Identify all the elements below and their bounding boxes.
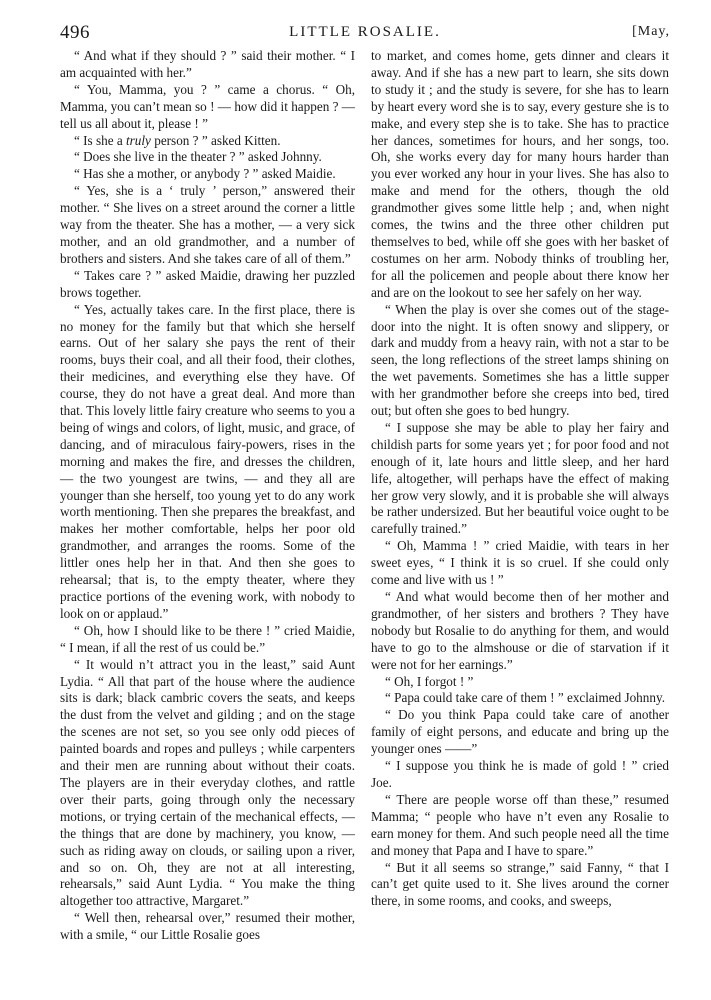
paragraph: “ Does she live in the theater ? ” asked Johnny. <box>74 149 322 165</box>
left-column <box>60 48 355 944</box>
paragraph: “ Oh, I forgot ! ” <box>385 673 474 689</box>
paragraph: “ But it all seems so strange,” said Fanny, “ that I can’t get quite used to it. She lives around the corner there, in some rooms, and cooks, and sweeps, <box>371 859 669 909</box>
paragraph: “ Is she a truly person ? ” asked Kitten. <box>74 132 281 148</box>
paragraph: “ And what would become then of her mother and grandmother, of her sisters and brothers ? They have nobody but Rosalie to do anything for them, and would have to go to the almshouse or die of starvation if it were not for her earnings.” <box>371 589 669 672</box>
paragraph: “ Yes, actually takes care. In the first place, there is no money for the family but that which she herself earns. Out of her salary she pays the rent of their rooms, buys their coal, and all their food, their clothes, their medicines, and everything else they have. Of course, they do not have a great deal. And more than that. This lovely little fairy creature who seems to you a being of wings and colors, of light, music, and grace, of dancing, and of miraculous fairy-powers, rises in the morning and makes the fire, and dresses the children, — the two youngest are twins, — and they all are younger than she herself, too young yet to do any work worth mentioning. Then she prepares the breakfast, and makes her mother comfortable, helps her poor old grandmother, and arranges the rooms. Some of the littler ones help her in that. And then she goes to rehearsal; that is, to the empty theater, where they practice portions of the evening work, with nobody to look on or applaud.” <box>60 301 355 621</box>
paragraph: “ Yes, she is a ‘ truly ’ person,” answered their mother. “ She lives on a street around the corner a little way from the theater. She has a mother, — a very sick mother, and an old grandmother, and a number of brothers and sisters. And she takes care of all of them.” <box>60 183 355 266</box>
paragraph: “ There are people worse off than these,” resumed Mamma; “ people who have n’t even any Rosalie to earn money for them. And such people need all the time and money that Papa and I have to spare.” <box>371 791 669 858</box>
paragraph: “ Do you think Papa could take care of another family of eight persons, and educate and bring up the younger ones ——” <box>371 707 669 757</box>
running-month: [May, <box>632 24 670 39</box>
paragraph: “ I suppose she may be able to play her fairy and childish parts for some years yet ; for poor food and not enough of it, late hours and little sleep, and her hard life, altogether, will perhaps have the effect of making her grow very slowly, and it is probable she will always be rather undersized. But her beautiful voice ought to be carefully trained.” <box>371 419 669 537</box>
paragraph: “ When the play is over she comes out of the stage-door into the night. It is often snowy and slippery, or dark and muddy from a heavy rain, with not a star to be seen, the long reflections of the street lamps shining on the wet pavements. Sometimes she has a little supper with her grandmother before she creeps into bed, tired out; but often she goes to bed hungry. <box>371 301 669 419</box>
page-number: 496 <box>60 22 90 43</box>
paragraph: “ And what if they should ? ” said their mother. “ I am acquainted with her.” <box>60 48 355 80</box>
continued-paragraph: to market, and comes home, gets dinner and clears it away. And if she has a new part to learn, she sits down to study it ; and the study is severe, for she has to learn by heart every word she is to say, every gesture she is to make, and every step she is to take. She has to practice her dances, sometimes for hours, and her songs, too. Oh, she works every day for many hours harder than you ever worked any hour in your lives. She has also to make and mend for the others, though the old grandmother gives some little help ; and, when night comes, the twins and the three other children put themselves to bed, while off she goes with her basket of costumes on her arm. Nobody thinks of troubling her, for all the policemen and people about there know her and are on the lookout to see her safely on her way. <box>371 48 669 300</box>
paragraph: “ Papa could take care of them ! ” exclaimed Johnny. <box>385 690 665 706</box>
emphasis: truly <box>126 132 151 148</box>
paragraph: “ I suppose you think he is made of gold ! ” cried Joe. <box>371 758 669 790</box>
paragraph: “ Oh, Mamma ! ” cried Maidie, with tears in her sweet eyes, “ I think it is so cruel. If she could only come and live with us ! ” <box>371 538 669 588</box>
page-header <box>60 22 670 44</box>
paragraph: “ Has she a mother, or anybody ? ” asked Maidie. <box>74 166 336 182</box>
paragraph: “ It would n’t attract you in the least,” said Aunt Lydia. “ All that part of the house where the audience sits is dark; black cambric covers the seats, and keeps the dust from the velvet and gilding ; and on the stage the scenes are not set, so you see only odd pieces of painted boards and ropes and pulleys ; while carpenters and their men are running about without their coats. The players are in their everyday clothes, and rattle over their parts, going through only the necessary motions, or trying certain of the mechanical effects, — the things that are done by machinery, you know, — such as riding away on clouds, or sailing upon a river, and so on. Oh, they are not at all interesting, rehearsals,” said Aunt Lydia. “ You make the thing altogether too attractive, Margaret.” <box>60 656 355 909</box>
right-column <box>371 48 669 910</box>
paragraph: “ Oh, how I should like to be there ! ” cried Maidie, “ I mean, if all the rest of us could be.” <box>60 622 355 655</box>
paragraph: “ Takes care ? ” asked Maidie, drawing her puzzled brows together. <box>60 267 355 300</box>
paragraph: “ You, Mamma, you ? ” came a chorus. “ Oh, Mamma, you can’t mean so ! — how did it happen ? — tell us all about it, please ! ” <box>60 81 355 131</box>
paragraph: “ Well then, rehearsal over,” resumed their mother, with a smile, “ our Little Rosalie goes <box>60 910 355 943</box>
running-title: LITTLE ROSALIE. <box>289 24 441 40</box>
